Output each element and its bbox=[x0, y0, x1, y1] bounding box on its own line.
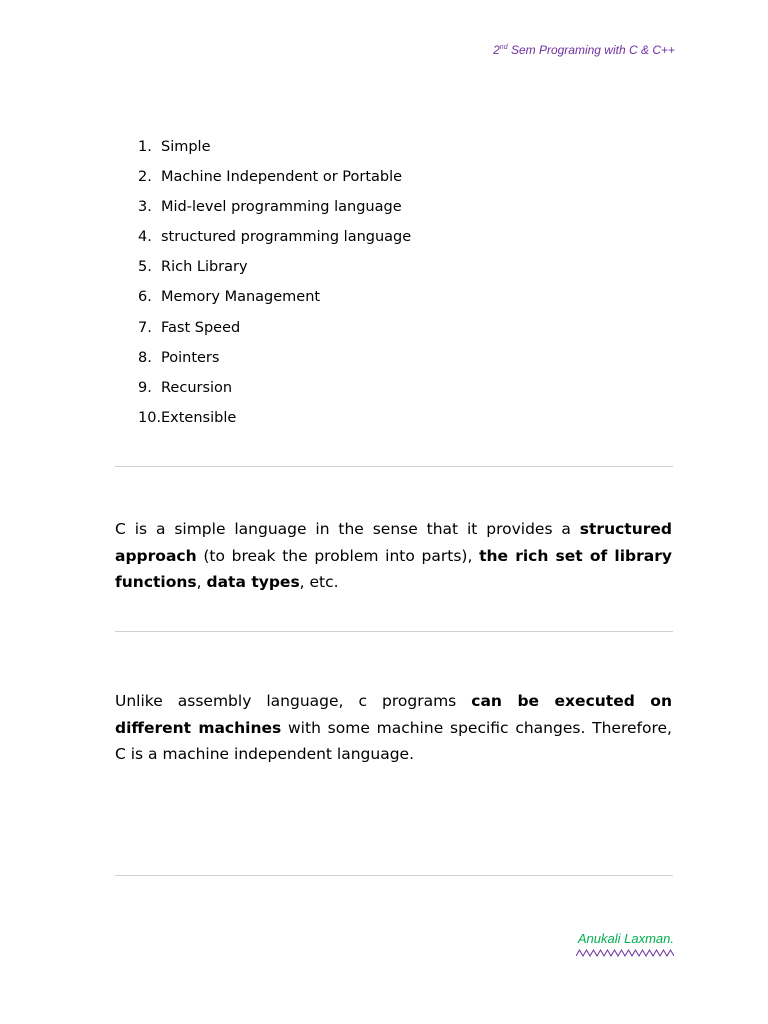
list-item bbox=[138, 348, 411, 378]
footer-wave-line bbox=[576, 950, 674, 956]
list-item-label: Memory Management bbox=[161, 289, 321, 306]
list-item-label: Fast Speed bbox=[161, 319, 241, 336]
list-item-number: 5. bbox=[138, 259, 152, 276]
footer-wave-underline bbox=[576, 949, 674, 957]
paragraph-bold-text: can be executed on different machines bbox=[115, 692, 672, 737]
section-divider bbox=[115, 875, 673, 876]
list-item-number: 10. bbox=[138, 409, 162, 426]
section-divider bbox=[115, 466, 673, 467]
footer-author: Anukali Laxman. bbox=[577, 931, 674, 946]
list-item-label: Mid-level programming language bbox=[161, 199, 402, 216]
page-header bbox=[493, 43, 675, 57]
section-divider bbox=[115, 631, 673, 632]
paragraph-text: with some machine specific changes. Therefore, C is a machine independent language. bbox=[115, 718, 672, 763]
list-item bbox=[138, 408, 411, 438]
list-item-number: 9. bbox=[138, 379, 152, 396]
feature-list bbox=[138, 137, 411, 438]
paragraph-text: C is a simple language in the sense that it provides a bbox=[115, 520, 580, 538]
header-ordinal-suffix: nd bbox=[499, 44, 508, 51]
list-item-number: 6. bbox=[138, 289, 152, 306]
list-item-number: 8. bbox=[138, 349, 152, 366]
header-ordinal: 2 bbox=[493, 43, 500, 57]
list-item-label: Recursion bbox=[161, 379, 233, 396]
simple-paragraph bbox=[115, 516, 672, 596]
paragraph-text: , bbox=[196, 573, 207, 591]
list-item-label: Simple bbox=[161, 139, 211, 155]
paragraph-text: (to break the problem into parts), bbox=[196, 546, 480, 565]
list-item bbox=[138, 257, 411, 287]
list-item-number: 4. bbox=[138, 229, 152, 246]
list-item-label: structured programming language bbox=[161, 229, 412, 246]
list-item bbox=[138, 167, 411, 197]
list-item-number: 1. bbox=[138, 139, 152, 155]
list-item-label: Machine Independent or Portable bbox=[161, 169, 403, 186]
list-item-label: Rich Library bbox=[161, 259, 248, 276]
header-title: Sem Programing with C & C++ bbox=[510, 43, 675, 57]
paragraph-text: Unlike assembly language, c programs bbox=[115, 692, 472, 710]
list-item bbox=[138, 197, 411, 227]
list-item-number: 2. bbox=[138, 169, 152, 186]
list-item bbox=[138, 137, 411, 167]
list-item bbox=[138, 227, 411, 257]
paragraph-bold-text: data types bbox=[206, 573, 300, 591]
paragraph-bold-text: structured approach bbox=[115, 520, 672, 565]
list-item-number: 7. bbox=[138, 319, 152, 336]
list-item-label: Pointers bbox=[161, 349, 220, 366]
list-item bbox=[138, 378, 411, 408]
portable-paragraph bbox=[115, 688, 672, 768]
paragraph-text: , etc. bbox=[299, 573, 339, 591]
list-item-number: 3. bbox=[138, 199, 152, 216]
list-item bbox=[138, 318, 411, 348]
paragraph-bold-text: the rich set of library functions bbox=[115, 546, 673, 591]
list-item-label: Extensible bbox=[161, 409, 237, 426]
list-item bbox=[138, 287, 411, 317]
